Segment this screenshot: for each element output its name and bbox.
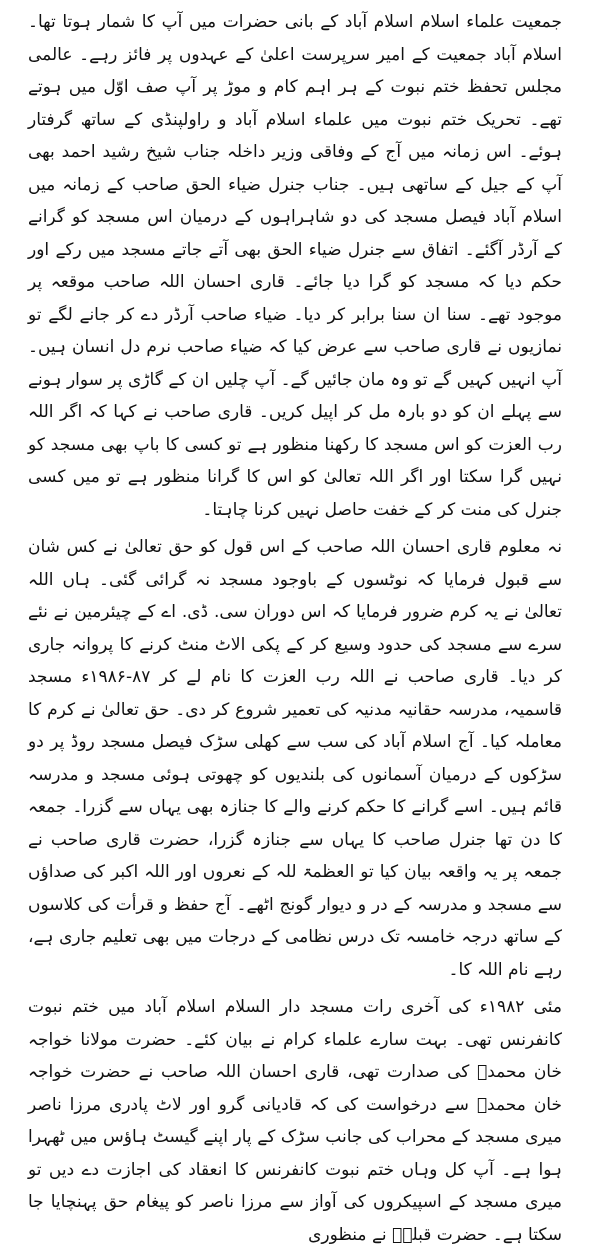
document-page <box>28 6 562 1245</box>
paragraph: جمعیت علماء اسلام اسلام آباد کے بانی حضرات میں آپ کا شمار ہوتا تھا۔ اسلام آباد جمعیت کے امیر سرپرست اعلیٰ کے عہدوں پر فائز رہے۔ عالمی مجلس تحفظ ختم نبوت کے ہر اہم کام و موڑ پر آپ صف اوّل میں ہوتے تھے۔ تحریک ختم نبوت میں علماء اسلام آباد و راولپنڈی کے ساتھ گرفتار ہوئے۔ اس زمانہ میں آج کے وفاقی وزیر داخلہ جناب شیخ رشید احمد بھی آپ کے جیل کے ساتھی ہیں۔ جناب جنرل ضیاء الحق صاحب کے زمانہ میں اسلام آباد فیصل مسجد کی دو شاہراہوں کے درمیان اس مسجد کو گرانے کے آرڈر آگئے۔ اتفاق سے جنرل ضیاء الحق بھی آتے جاتے مسجد میں رکے اور حکم دیا کہ مسجد کو گرا دیا جائے۔ قاری احسان اللہ صاحب موقعہ پر موجود تھے۔ سنا ان سنا برابر کر دیا۔ ضیاء صاحب آرڈر دے کر جانے لگے تو نمازیوں نے قاری صاحب سے عرض کیا کہ ضیاء صاحب نرم دل انسان ہیں۔ آپ انہیں کہیں گے تو وہ مان جائیں گے۔ آپ چلیں ان کے گاڑی پر سوار ہونے سے پہلے ان کو دو بارہ مل کر اپیل کریں۔ قاری صاحب نے کہا کہ اگر اللہ رب العزت کو اس مسجد کا رکھنا منظور ہے تو کسی کا باپ بھی مسجد کو نہیں گرا سکتا اور اگر اللہ تعالیٰ کو اس کا گرانا منظور ہے تو میں کسی جنرل کی منت کر کے خفت حاصل نہیں کرنا چاہتا۔ <box>28 12 562 520</box>
paragraph: مئی ۱۹۸۲ء کی آخری رات مسجد دار السلام اسلام آباد میں ختم نبوت کانفرنس تھی۔ بہت سارے علماء کرام نے بیان کئے۔ حضرت مولانا خواجہ خان محمدؒ کی صدارت تھی، قاری احسان اللہ صاحب نے حضرت خواجہ خان محمدؒ سے درخواست کی کہ قادیانی گرو اور لاٹ پادری مرزا ناصر میری مسجد کے محراب کی جانب سڑک کے پار اپنے گیسٹ ہاؤس میں ٹھہرا ہوا ہے۔ آپ کل وہاں ختم نبوت کانفرنس کا انعقاد کی اجازت دے دیں تو میری مسجد کے اسپیکروں کی آواز سے مرزا ناصر کو پیغام حق پہنچایا جا سکتا ہے۔ حضرت قبلہؒ نے منظوری <box>28 997 562 1245</box>
paragraph: نہ معلوم قاری احسان اللہ صاحب کے اس قول کو حق تعالیٰ نے کس شان سے قبول فرمایا کہ نوٹسوں کے باوجود مسجد نہ گرائی گئی۔ ہاں اللہ تعالیٰ نے یہ کرم ضرور فرمایا کہ اس دوران سی. ڈی. اے کے چیئرمین نے نئے سرے سے مسجد کی حدود وسیع کر کے پکی الاٹ منٹ کرنے کا پروانہ جاری کر دیا۔ قاری صاحب نے اللہ رب العزت کا نام لے کر ۸۷-۱۹۸۶ء مسجد قاسمیہ، مدرسہ حقانیہ مدنیہ کی تعمیر شروع کر دی۔ حق تعالیٰ نے کرم کا معاملہ کیا۔ آج اسلام آباد کی سب سے کھلی سڑک فیصل مسجد روڈ پر دو سڑکوں کے درمیان آسمانوں کی بلندیوں کو چھوتی ہوئی مسجد و مدرسہ قائم ہیں۔ اسے گرانے کا حکم کرنے والے کا جنازہ بھی یہاں سے گزرا۔ جمعہ کا دن تھا جنرل صاحب کا یہاں سے جنازہ گزرا، حضرت قاری صاحب نے جمعہ پر یہ واقعہ بیان کیا تو العظمۃ للہ کے نعروں اور اللہ اکبر کی صداؤں سے مسجد و مدرسہ کے در و دیوار گونج اٹھے۔ آج حفظ و قرأت کی کلاسوں کے ساتھ درجہ خامسہ تک درس نظامی کے درجات میں بھی تعلیم جاری ہے، رہے نام اللہ کا۔ <box>28 537 562 980</box>
